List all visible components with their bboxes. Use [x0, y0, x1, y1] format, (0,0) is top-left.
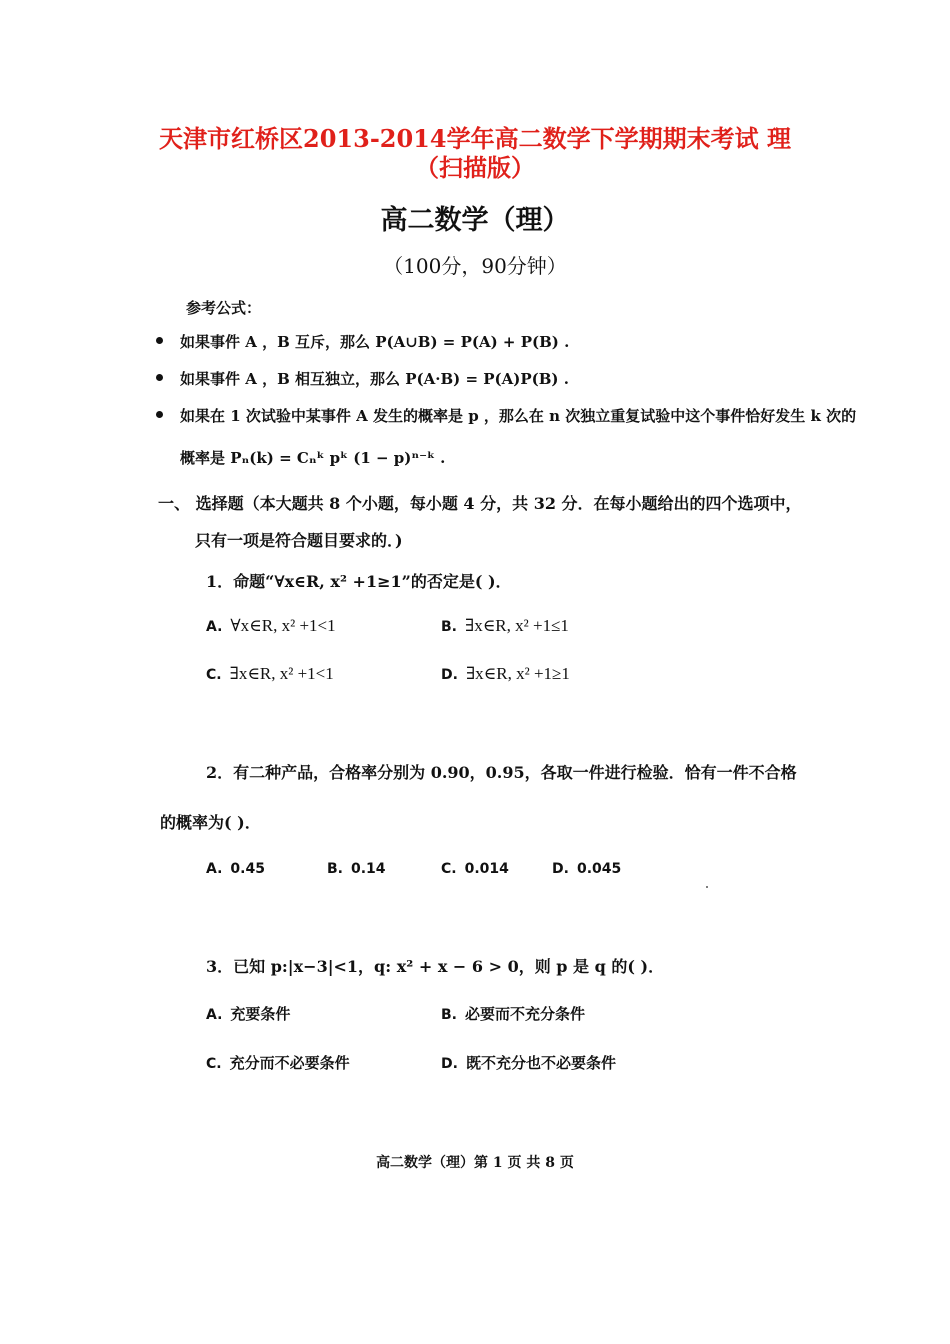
question-2-stem-continued: 的概率为( )． — [160, 813, 261, 832]
option-text: 0.045 — [576, 861, 622, 877]
formula-item: 如果事件 A ，B 互斥，那么 P(A∪B) = P(A) + P(B) . — [180, 333, 570, 351]
option-label: D. — [441, 667, 458, 683]
option-text: ∃x∈R, x² +1≥1 — [465, 664, 570, 683]
option-label: D. — [552, 861, 569, 877]
formulas-heading: 参考公式： — [186, 299, 262, 317]
q3-option-c — [206, 1052, 350, 1073]
option-label: B. — [441, 619, 457, 635]
q1-option-d — [441, 664, 570, 684]
q3-option-a — [206, 1003, 290, 1024]
q3-option-b — [441, 1003, 585, 1024]
option-text: 0.45 — [230, 861, 265, 877]
option-label: A. — [206, 1007, 223, 1023]
option-label: D. — [441, 1056, 458, 1072]
scan-speck — [706, 886, 708, 888]
option-text: 充分而不必要条件 — [229, 1054, 350, 1072]
option-text: 0.014 — [464, 861, 509, 877]
exam-info: （100分，90分钟） — [383, 254, 567, 278]
formula-item: 如果事件 A ，B 相互独立，那么 P(A·B) = P(A)P(B) . — [180, 370, 569, 388]
section-heading: 一、 选择题（本大题共 8 个小题，每小题 4 分，共 32 分．在每小题给出的四个选项中， — [158, 494, 802, 513]
q1-option-c — [206, 664, 334, 684]
q2-option-b — [327, 858, 386, 877]
option-label: C. — [206, 667, 222, 683]
exam-title: 高二数学（理） — [380, 205, 570, 236]
bullet-icon — [156, 374, 163, 381]
option-label: C. — [441, 861, 457, 877]
q2-option-a — [206, 858, 265, 877]
option-text: 既不充分也不必要条件 — [465, 1054, 616, 1072]
question-2-stem: 2．有二种产品，合格率分别为 0.90，0.95，各取一件进行检验．恰有一件不合格 — [206, 763, 797, 782]
option-label: A. — [206, 861, 223, 877]
q1-option-b — [441, 616, 569, 636]
question-3-stem: 3．已知 p:|x−3|<1，q: x² + x − 6 > 0，则 p 是 q 的( )． — [206, 957, 665, 976]
option-text: ∃x∈R, x² +1<1 — [229, 664, 334, 683]
option-label: B. — [327, 861, 343, 877]
q2-option-d — [552, 858, 621, 877]
formula-item-continued: 概率是 Pₙ(k) = Cₙᵏ pᵏ (1 − p)ⁿ⁻ᵏ . — [180, 449, 446, 467]
option-label: A. — [206, 619, 223, 635]
formula-item: 如果在 1 次试验中某事件 A 发生的概率是 p ，那么在 n 次独立重复试验中这个事件恰好发生 k 次的 — [180, 407, 857, 425]
question-1-stem: 1．命题“∀x∈R, x² +1≥1”的否定是( )． — [206, 572, 512, 591]
option-text: ∃x∈R, x² +1≤1 — [465, 616, 569, 635]
section-heading-continued: 只有一项是符合题目要求的．) — [195, 531, 403, 550]
page-footer: 高二数学（理）第 1 页 共 8 页 — [376, 1155, 574, 1171]
bullet-icon — [156, 337, 163, 344]
option-text: 必要而不充分条件 — [465, 1005, 586, 1023]
bullet-icon — [156, 411, 163, 418]
option-text: 0.14 — [351, 861, 386, 877]
option-label: C. — [206, 1056, 222, 1072]
option-label: B. — [441, 1007, 457, 1023]
option-text: 充要条件 — [230, 1005, 291, 1023]
option-text: ∀x∈R, x² +1<1 — [230, 616, 336, 635]
q3-option-d — [441, 1052, 616, 1073]
document-title: 天津市红桥区2013-2014学年高二数学下学期期末考试 理（扫描版） — [159, 124, 791, 182]
q1-option-a — [206, 616, 336, 636]
q2-option-c — [441, 858, 509, 877]
